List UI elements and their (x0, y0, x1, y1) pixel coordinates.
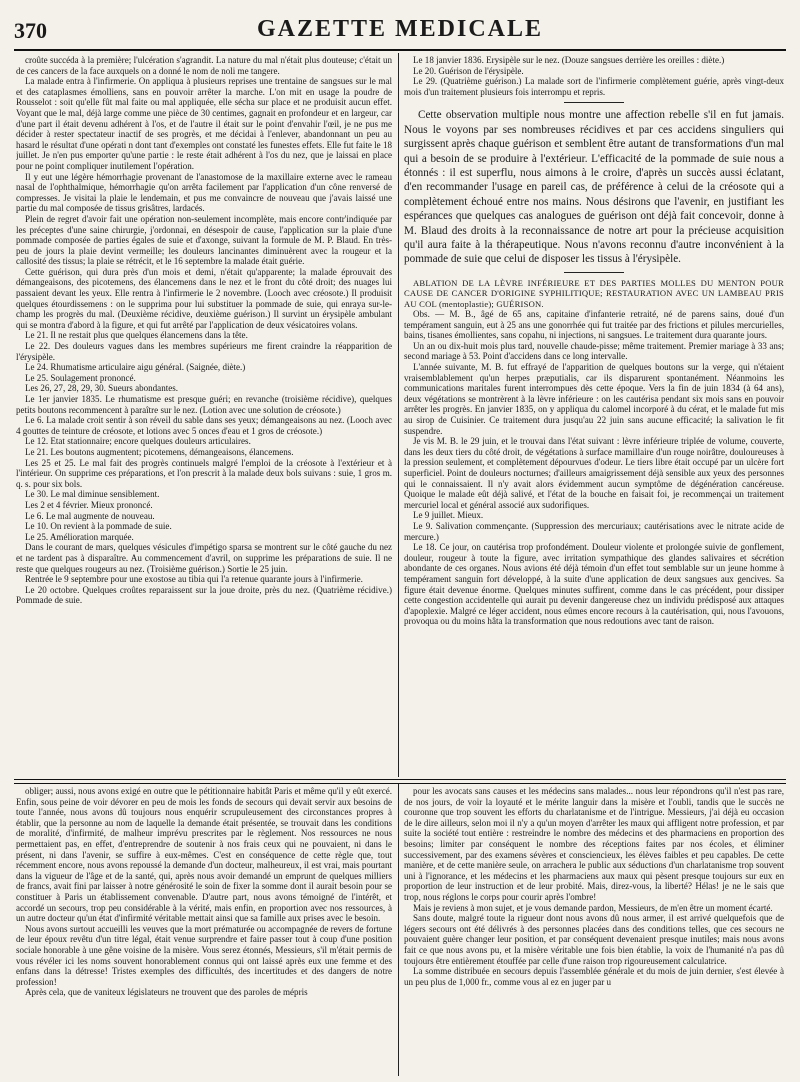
paragraph: Rentrée le 9 septembre pour une exostose au tibia qui l'a retenue quarante jours à l'infirmerie. (25, 574, 363, 585)
paragraph: Cette guérison, qui dura près d'un mois et demi, n'était qu'apparente; la malade éprouvait des démangeaisons, des picotemens, des élancemens dans le nez et le front du côté droit; des nuages lui passaient devant les yeux. Elle rentra à l'infirmerie le 2 novembre. (Looch avec créosote.) Il produisit quelques étourdissemens : on le supprima pour lui substituer la pommade de suie, qui enraya sur-le-champ les progrès du mal. (Deuxième récidive, deuxième guérison.) Il survint un érysipèle ambulant qui se montra d'abord à la figure, et qui fut arrêté par l'application de deux vésicatoires volans. (16, 266, 392, 330)
paragraph: La somme distribuée en secours depuis l'assemblée générale et du mois de juin dernier, s'est élevée à un peu plus de 1,000 fr., comme vous al ez en juger par u (404, 966, 784, 987)
paragraph: Les 2 et 4 février. Mieux prononcé. (25, 499, 153, 510)
paragraph: Nous avons surtout accueilli les veuves que la mort prématurée ou accompagnée de revers de fortune de leur époux revêtu d'un titre légal, était venue surprendre et faire passer tout à coup d'une position sociale honorable à une gêne voisine de la misère. Vous serez étonnés, Messieurs, s'il m'était permis de vous révéler ici les noms souvent honorablement connus qui ont laissé après eux une femme et des enfans dans la détresse! Tristes exemples des difficultés, des incertitudes et des dangers de notre profession! (16, 923, 392, 987)
bottom-left-column (16, 786, 392, 1076)
paragraph: Le 9. Salivation commençante. (Suppression des mercuriaux; cautérisations avec le nitrate acide de mercure.) (404, 520, 784, 542)
paragraph: Le 25. Soulagement prononcé. (25, 372, 136, 383)
paragraph: croûte succéda à la première; l'ulcération s'agrandit. La nature du mal n'était plus douteuse; c'était un de ces cancers de la face auxquels on a donné le nom de noli me tangere. (16, 55, 392, 76)
paragraph: Après cela, que de vaniteux législateurs ne trouvent que des paroles de mépris (25, 987, 308, 998)
paragraph: Les 25 et 25. Le mal fait des progrès continuels malgré l'emploi de la créosote à l'extérieur et à l'intérieur. On supprime ces préparations, et l'on prescrit à la malade deux bols suivans : suie, 1 gros m. q. s. pour six bols. (16, 457, 392, 489)
observation-commentary: Cette observation multiple nous montre une affection rebelle s'il en fut jamais. Nous le voyons par ses nombreuses récidives et par ces accidens singuliers qui surgissent après chaque guérison et semblent être autant de transformations d'un mal qui a besoin de se produire à l'extérieur. L'efficacité de la pommade de suie nous a étonnés : il est superflu, nous aimons à le croire, d'après un succès aussi éclatant, d'en recommander l'usage en pareil cas, de préférence à celui de la créosote qui a complètement échoué entre nos mains. Nous désirons que l'avenir, en justifiant les espérances que quelques cas analogues de guérison ont déjà fait concevoir, donne à M. Blaud des droits à la reconnaissance de notre art pour la précieuse acquisition qu'il aura faite à la thérapeutique. Nous n'avons reconnu d'autre inconvénient à la pommade de suie que celui de disposer les tissus à l'érysipèle. (404, 109, 784, 266)
paragraph: Le 20 octobre. Quelques croûtes reparaissent sur la joue droite, près du nez. (Quatrième récidive.) Pommade de suie. (16, 584, 392, 606)
paragraph: Plein de regret d'avoir fait une opération non-seulement incomplète, mais encore contr'indiquée par les préceptes d'une saine chirurgie, j'ordonnai, en désespoir de cause, l'application sur la plaie d'une pommade composée de parties égales de suie et d'axonge, suivant la formule de M. P. Blaud. En très-peu de jours la plaie devint vermeille; les douleurs lancinantes diminuèrent avec la rougeur et la callosité des tissus; la plaie se rétrécit, et le 16 septembre la malade était guérie. (16, 213, 392, 267)
section-rule (564, 272, 624, 273)
paragraph: Les 26, 27, 28, 29, 30. Sueurs abondantes. (25, 383, 179, 394)
top-left-column (16, 55, 392, 775)
feuilleton-rule (14, 779, 786, 784)
paragraph: pour les avocats sans causes et les médecins sans malades... nous leur répondrons qu'il n'est pas rare, de nos jours, de voir la loyauté et le mérite languir dans la misère et l'oubli, tandis que le succès ne couronne que trop souvent les efforts du charlatanisme et de l'intrigue. Messieurs, j'ai déjà eu occasion de le dire ailleurs, selon moi il n'y a qu'un moyen d'arrêter les maux qui affligent notre profession, et par suite la société tout entière : restreindre le nombre des médecins et des pharmaciens en proportion des besoins; limiter par conséquent le nombre des réceptions faites par nos écoles, et éliminer successivement, par des examens sévères et consciencieux, les élèves faibles et peu capables. De cette manière, et de cette manière seule, on arrachera le public aux séductions d'un charlatanisme trop souvent uni à l'ignorance, et les médecins et les pharmaciens aux maux qui pèsent presque toujours sur eux en proportion de leur instruction et de leur probité. Mais, direz-vous, la liberté? Hélas! je ne le sais que trop, nous réglons le corps pour courir après l'ombre! (404, 786, 784, 902)
paragraph: Le 1er janvier 1835. Le rhumatisme est presque guéri; en revanche (troisième récidive), quelques petits boutons recommencent à paraître sur le nez. (Lotion avec une solution de créosote.) (16, 394, 392, 415)
paragraph: Le 6. Le mal augmente de nouveau. (25, 510, 155, 521)
paragraph: Le 21. Les boutons augmentent; picotemens, démangeaisons, élancemens. (25, 446, 294, 457)
page-number: 370 (14, 18, 47, 43)
paragraph: Sans doute, malgré toute la rigueur dont nous avons dû nous armer, il est arrivé quelquefois que de légers secours ont été délivrés à des personnes placées dans des conditions telles, que ces secours ne pouvaient guère changer leur position, et par conséquent devenaient presque inutiles; mais nous avons fait ce que nous avons pu, et la misère véritable une fois bien établie, la voix de l'humanité n'a pas dû toujours être entièrement étouffée par celle d'une raison trop rigoureusement calculatrice. (404, 913, 784, 966)
case-report (404, 309, 784, 627)
top-right-column (404, 55, 784, 775)
paragraph: Obs. — M. B., âgé de 65 ans, capitaine d'infanterie retraité, né de parens sains, doué d'un tempérament sanguin, eut à 25 ans une gonorrhée qui fut traitée par des frictions et pilules mercurielles, bains, tisanes émollientes, sans copahu, ni injections, ni sangsues. Le traitement dura quarante jours. (404, 309, 784, 341)
paragraph: Le 20. Guérison de l'érysipèle. (413, 65, 524, 76)
paragraph: Dans le courant de mars, quelques vésicules d'impétigo sparsa se montrent sur le côté gauche du nez et ne tardent pas à disparaître. Au commencement d'avril, on supprime les préparations de suie. Il ne reste que quelques rougeurs au nez. (Troisième guérison.) Sortie le 25 juin. (16, 542, 392, 574)
paragraph: Le 30. Le mal diminue sensiblement. (25, 489, 160, 500)
article-title: ABLATION DE LA LÈVRE INFÉRIEURE ET DES PARTIES MOLLES DU MENTON POUR CAUSE DE CANCER D'ORIGINE SYPHILITIQUE; RESTAURATION AVEC UN LAMBEAU PRIS AU COL (mentoplastie); GUÉRISON. (404, 277, 784, 309)
header-rule (14, 49, 786, 51)
paragraph: Le 18. Ce jour, on cautérisa trop profondément. Douleur violente et prolongée suivie de gonflement, douleur, rougeur à toute la figure, avec irritation sympathique des glandes salivaires et sécrétion abondante de ces organes. Nous avions été déjà témoin d'un effet tout semblable sur un jeune homme à tempérament sanguin fort développé, à la suite d'une application de deux sangsues aux gencives. Sa figure était devenue énorme. Quelques minutes suffirent, comme dans le cas précédent, pour dissiper cette congestion accidentelle qui aurait pu devenir dangereuse chez un individu prédisposé aux attaques d'apoplexie. Malgré ce léger accident, nous eûmes encore recours à la cautérisation, qui, nous l'avouons, provoqua ou du moins hâta la transformation que nous redoutions avec tant de raison. (404, 542, 784, 627)
paragraph: Je vis M. B. le 29 juin, et le trouvai dans l'état suivant : lèvre inférieure triplée de volume, couverte, dans les deux tiers du côté droit, de végétations à surface mamillaire d'un rouge noirâtre, douloureuses à la pression seulement, et complètement dépourvues d'odeur. Le tiers libre était occupé par un ulcère fort superficiel. Point de douleurs nocturnes; d'ailleurs amaigrissement déjà sensible aux yeux des personnes qui le connaissaient. Il n'y avait alors évidemment aucun symptôme de dégénération cancéreuse. Quoique le malade eût déjà salivé, et l'état de la bouche en faisait foi, je recommençai un traitement mercuriel local et général associé aux sudorifiques. (404, 436, 784, 510)
bottom-right-column (404, 786, 784, 1076)
paragraph: Mais je reviens à mon sujet, et je vous demande pardon, Messieurs, de m'en être un moment écarté. (413, 902, 773, 913)
paragraph: Le 21. Il ne restait plus que quelques élancemens dans la tête. (25, 330, 248, 341)
paragraph: Un an ou dix-huit mois plus tard, nouvelle chaude-pisse; même traitement. Premier mariage à 33 ans; second mariage à 53. Point d'accidens dans ce long intervalle. (404, 340, 784, 362)
paragraph: La malade entra à l'infirmerie. On appliqua à plusieurs reprises une trentaine de sangsues sur le mal et des cataplasmes émolliens, sans en pouvoir arrêter la marche. L'on mit en usage la poudre de Rousselot : soit qu'elle fût mal faite ou mal appliquée, elle sécha sur place et ne produisit aucun effet. Voyant que le mal, déjà large comme une pièce de 30 centimes, gagnait en profondeur et en largeur, car d'une part il était devenu adhérent à l'os, et de l'autre il était sur le point d'envahir l'œil, je ne pus me décider à rester spectateur inactif de ses progrès, et me décidai à l'enlever, abandonnant un peu au hasard le résultat d'une opérati n dont tant d'exemples ont constaté les funestes effets. Elle fut faite le 18 juillet. Je n'en pus emporter qu'une partie : le reste était adhérent à l'os du nez, que je laissai en place pour ne point compliquer inutilement l'opération. (16, 76, 392, 171)
paragraph: obliger; aussi, nous avons exigé en outre que le pétitionnaire habitât Paris et même qu'il y eût exercé. Enfin, sous peine de voir dévorer en peu de mois les fonds de secours qui devait servir aux besoins de toute l'année, nous avons dû toujours nous enquérir scrupuleusement des circonstances propres à établir, que la personne au nom de laquelle la demande était présentée, se trouvait dans les conditions de moralité, d'infirmité, de malheur imprévu prescrites par le règlement. Nos ressources ne nous permettaient pas, en effet, d'entreprendre de soutenir à nos frais ceux qui ne pouvaient, ni dans le présent, ni dans l'avenir, se suffire à eux-mêmes. C'est en conséquence de cette règle que, tout récemment encore, nous avons repoussé la demande d'un docteur, malheureux, il est vrai, mais pourtant dans la vigueur de l'âge et de la santé, qui, après nous avoir demandé un emprunt de quelques milliers de francs, avait fini par laisser à notre générosité le soin de fixer la somme dont il aurait besoin pour se constituer à Paris un établissement convenable. D'autre part, nous avons témoigné de l'intérêt, et accordé un secours, trop peu considérable à la vérité, mais enfin, en proportion avec nos ressources, à un autre docteur qu'un état d'infirmité véritable mettait ainsi que sa famille aux prises avec le besoin. (16, 786, 392, 924)
paragraph: Le 24. Rhumatisme articulaire aigu général. (Saignée, diète.) (25, 362, 246, 373)
paragraph: L'année suivante, M. B. fut effrayé de l'apparition de quelques boutons sur la verge, qui n'étaient vraisemblablement qu'un herpes præputialis, car ils disparurent spontanément. Néanmoins les communications maritales furent interrompues dès cette époque. Vers la fin de juin 1834 (à 64 ans), deux végétations se montrèrent à la lèvre inférieure : on les cautérisa pendant six mois sans en pouvoir arrêter les progrès. En janvier 1835, on y appliqua du calomel incorporé à du cérat, et le malade fut mis au sirop de Cuisinier. Ce traitement dura jusqu'au 22 juin sans aucune efficacité; la salivation le fit suspendre. (404, 362, 784, 436)
journal-title: GAZETTE MEDICALE (256, 16, 544, 42)
paragraph: Le 9 juillet. Mieux. (413, 510, 484, 521)
paragraph: Il y eut une légère hémorrhagie provenant de l'anastomose de la maxillaire externe avec le rameau nasal de l'ophthalmique, hémorrhagie qu'on arrêta facilement par l'application d'un cône renversé de compresses. Je visitai la plaie le lendemain, et pus me convaincre de nouveau que j'avais laissé une partie du mal composée de tissus grisâtres, lardacés. (16, 171, 392, 214)
column-divider (398, 53, 399, 777)
page-header (14, 14, 786, 48)
paragraph: Le 6. La malade croit sentir à son réveil du sable dans ses yeux; démangeaisons au nez. (Looch avec 4 gouttes de teinture de créosote, et lotions avec 5 onces d'eau et 1 gros de créosote.) (16, 415, 392, 436)
paragraph: Le 25. Amélioration marquée. (25, 531, 134, 542)
column-divider-bottom (398, 784, 399, 1076)
paragraph: Le 29. (Quatrième guérison.) La malade sort de l'infirmerie complètement guérie, après vingt-deux mois d'un traitement plusieurs fois interrompu et repris. (404, 76, 784, 97)
paragraph: Le 12. Etat stationnaire; encore quelques douleurs articulaires. (25, 436, 251, 447)
paragraph: Le 10. On revient à la pommade de suie. (25, 521, 172, 532)
paragraph: Le 18 janvier 1836. Erysipèle sur le nez. (Douze sangsues derrière les oreilles : diète.) (413, 55, 725, 65)
case-notes-continuation (404, 55, 784, 97)
paragraph: Le 22. Des douleurs vagues dans les membres supérieurs me firent craindre la réapparition de l'érysipèle. (16, 341, 392, 362)
section-rule (564, 102, 624, 103)
